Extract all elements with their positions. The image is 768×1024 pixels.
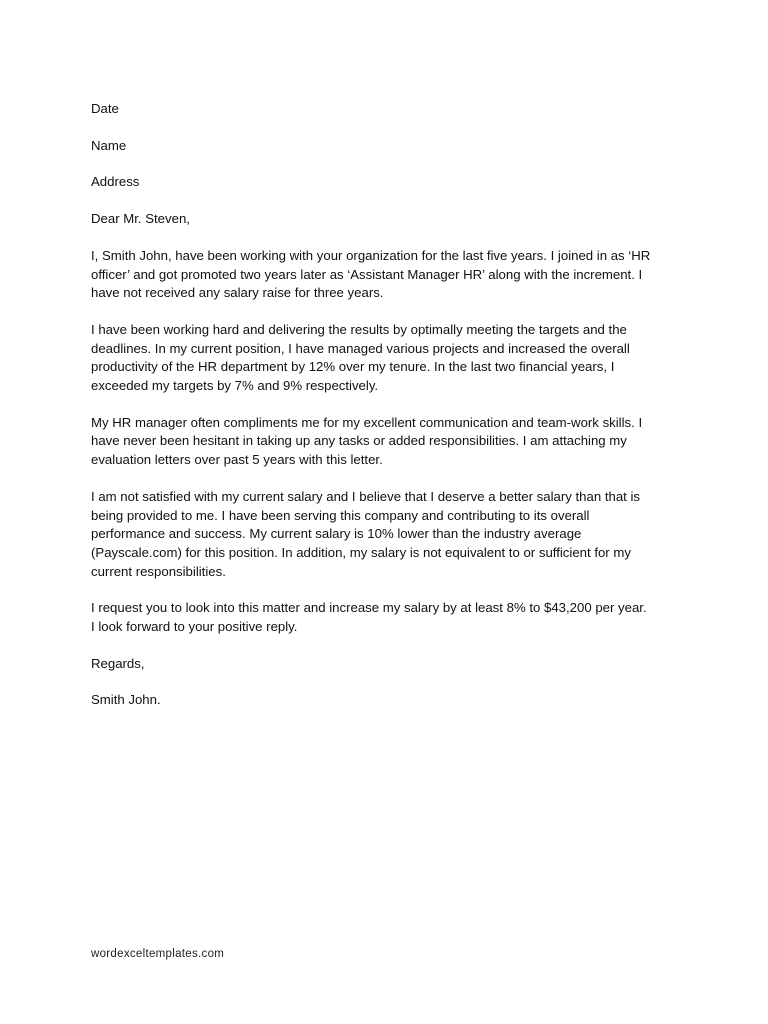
name-label: Name xyxy=(91,137,127,153)
paragraph-line: My HR manager often compliments me for my excellent communication and team-work skills. I xyxy=(91,414,643,430)
paragraph-2 xyxy=(91,321,691,396)
paragraph-line: I, Smith John, have been working with your organization for the last five years. I joined in as ‘HR xyxy=(91,247,651,263)
paragraph-line: being provided to me. I have been serving this company and contributing to its overall xyxy=(91,507,590,523)
address-label: Address xyxy=(91,174,140,190)
paragraph-line: I look forward to your positive reply. xyxy=(91,619,298,635)
paragraph-5 xyxy=(91,599,691,636)
paragraph-line: exceeded my targets by 7% and 9% respectively. xyxy=(91,378,379,394)
paragraph-line: I request you to look into this matter and increase my salary by at least 8% to $43,200 per year. xyxy=(91,600,647,616)
footer-source: wordexceltemplates.com xyxy=(91,948,225,960)
paragraph-line: current responsibilities. xyxy=(91,563,226,579)
paragraph-line: deadlines. In my current position, I have managed various projects and increased the overall xyxy=(91,340,630,356)
paragraph-line: I am not satisfied with my current salary and I believe that I deserve a better salary than that is xyxy=(91,488,641,504)
paragraph-line: productivity of the HR department by 12% over my tenure. In the last two financial years, I xyxy=(91,359,615,375)
letter-body xyxy=(91,100,691,728)
paragraph-4 xyxy=(91,488,691,582)
paragraph-line: performance and success. My current salary is 10% lower than the industry average xyxy=(91,526,582,542)
paragraph-line: officer’ and got promoted two years later as ‘Assistant Manager HR’ along with the increment. I xyxy=(91,266,643,282)
paragraph-line: have not received any salary raise for three years. xyxy=(91,285,384,301)
date-label: Date xyxy=(91,101,119,116)
paragraph-line: evaluation letters over past 5 years with this letter. xyxy=(91,452,383,468)
paragraph-3 xyxy=(91,414,691,470)
salutation: Dear Mr. Steven, xyxy=(91,211,190,227)
paragraph-line: (Payscale.com) for this position. In addition, my salary is not equivalent to or sufficient for my xyxy=(91,544,631,560)
paragraph-line: I have been working hard and delivering the results by optimally meeting the targets and the xyxy=(91,321,627,337)
signature: Smith John. xyxy=(91,692,161,708)
paragraph-1 xyxy=(91,247,691,303)
paragraph-line: have never been hesitant in taking up any tasks or added responsibilities. I am attaching my xyxy=(91,433,627,449)
closing: Regards, xyxy=(91,655,145,671)
